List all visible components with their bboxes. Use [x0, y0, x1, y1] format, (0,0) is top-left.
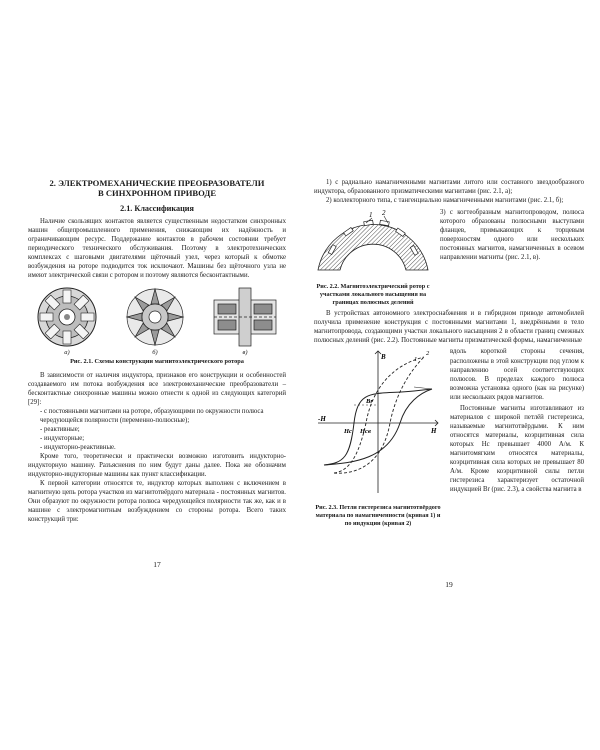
label-br: Br: [366, 398, 373, 406]
list-item-1: 1) с радиально намагниченными магнитами литого или составного звездообразного индуктора, образованного призматическими магнитами (рис. 2.1, а);: [314, 179, 584, 196]
page-number-left: 17: [153, 560, 161, 569]
rotor-c-drawing: [212, 286, 278, 348]
paragraph-autonomous: В устройствах автономного электроснабжения и в гибридном приводе автомобилей получила применение конструкция с постоянными магнитами 1, внедрёнными в тело магнитопровода, создающими участки локального насыщения 2 в области границ смежных полюсных делений (рис. 2.2). Постоянные магниты призматической формы, намагниченные: [314, 310, 584, 345]
paragraph-4: К первой категории относятся те, индуктор которых выполнен с включением в магнитную цепь ротора участков из магнитотвёрдого материала - постоянных магнитов. Они образуют по окружности ротора полюса чередующейся полярности так же, как и в машине с электромагнитным возбуждением со стороны ротора. Всего таких конструкций три:: [28, 480, 286, 524]
list-item: - индукторные;: [40, 435, 85, 443]
figure-2-3-caption: Рис. 2.3. Петли гистерезиса магнитотвёрдого материала по намагниченности (кривая 1) и по индукции (кривая 2): [315, 504, 441, 527]
side-text-column: [450, 347, 584, 527]
right-page: [314, 178, 584, 528]
axis-h-label: H: [431, 427, 437, 436]
rotor-figure-c: [212, 286, 278, 356]
axis-b-label: B: [381, 353, 386, 362]
fig2-label-2: 2: [382, 209, 386, 218]
rotor-a-drawing: [36, 286, 98, 348]
fig-label-b: б): [152, 348, 158, 356]
left-page: [28, 178, 286, 524]
paragraph-1: Наличие скользящих контактов является существенным недостатком синхронных машин общепромышленного применения, снижающим их надёжность и ограничивающим ресурс. Поддержание контактов в рабочем состоянии требует периодического технического обслуживания. Поэтому в электротехнических комплексах с шаговыми двигателями щёточный узел, через который к обмотке возбуждения на роторе подводится ток исключают. Машины без щёточного узла не имеют электрической связи с ротором и поэтому являются бесконтактными.: [28, 217, 286, 279]
fig-label-c: в): [242, 348, 248, 356]
list-item-2: 2) коллекторного типа, с тангенциально намагниченными магнитами (рис. 2.1, б);: [326, 197, 564, 205]
rotor-saturation-drawing: [314, 208, 432, 276]
figure-2-1: [28, 286, 286, 356]
chapter-title-line-2: В СИНХРОННОМ ПРИВОДЕ: [97, 188, 217, 199]
axis-neg-h-label: -H: [318, 415, 326, 424]
side-text-1: вдоль короткой стороны сечения, расположены в этой конструкции под углом к направлению осей соответствующих полюсов. В пределах каждого полюса возможна установка одного (как на рисунке) или нескольких рядов магнитов.: [450, 348, 584, 401]
rotor-b-drawing: [124, 286, 186, 348]
figure-2-2: [314, 208, 432, 306]
figure-2-2-block: [314, 208, 584, 306]
label-hc: Hc: [344, 428, 352, 436]
figure-2-1-caption: Рис. 2.1. Схемы конструкции магнитоэлектрического ротора: [70, 357, 244, 365]
paragraph-3: Кроме того, теоретически и практически возможно изготовить индукторно-индукторную машину. Разъяснения по ним будут даны далее. Пока же обозначим индукторно-индукторные машины как пункт классификации.: [28, 453, 286, 479]
rotor-figure-b: [124, 286, 186, 356]
section-title: 2.1. Классификация: [120, 203, 194, 213]
rotor-figure-a: [36, 286, 98, 356]
chapter-title: [28, 178, 286, 199]
figure-2-3-block: [314, 347, 584, 527]
label-hcb: Hсв: [360, 428, 371, 436]
page-number-right: 19: [445, 580, 453, 589]
category-list: [28, 407, 286, 452]
figure-2-3: [314, 347, 442, 527]
fig-label-a: а): [64, 348, 70, 356]
side-text-2: Постоянные магниты изготавливают из материалов с широкой петлёй гистерезиса, называемые магнитотвёрдыми. К ним относятся материалы, коэрцитивная сила которых Hc превышает 4000 А/м. К магнитомягким относятся материалы, коэрцитивная сила которых не превышает 80 А/м. Кроме коэрцитивной силы петли гистерезиса характеризует остаточной индукцией Br (рис. 2.3), а свойства магнита в: [450, 404, 584, 493]
list-item: - индукторно-реактивные.: [40, 444, 116, 452]
figure-2-2-caption: Рис. 2.2. Магнитоэлектрический ротор с участками локального насыщения на границах полюсных делений: [316, 283, 430, 306]
curve-1-label: 1: [414, 356, 418, 364]
chapter-title-line-1: 2. ЭЛЕКТРОМЕХАНИЧЕСКИЕ ПРЕОБРАЗОВАТЕЛИ: [49, 178, 265, 188]
curve-2-label: 2: [426, 350, 430, 358]
hysteresis-loop-drawing: [314, 347, 442, 497]
list-item-3: 3) с когтеобразным магнитопроводом, полюса которого образованы полюсными выступами фланцев, примыкающих к торцевым поверхностям одного или нескольких постоянных магнитов, намагниченных в осевом направлении магниты (рис. 2.1, в).: [440, 209, 584, 262]
fig2-label-1: 1: [369, 211, 373, 220]
paragraph-2: В зависимости от наличия индуктора, признаков его конструкции и особенностей создаваемого им потока возбуждения все электромеханические преобразователи – бесконтактные синхронные машины можно отнести к одной из следующих категорий [29]:: [28, 371, 286, 406]
list-item: - с постоянными магнитами на роторе, образующими по окружности полюса чередующейся полярности (переменно-полюсные);: [40, 407, 264, 424]
list-item: - реактивные;: [40, 426, 80, 434]
